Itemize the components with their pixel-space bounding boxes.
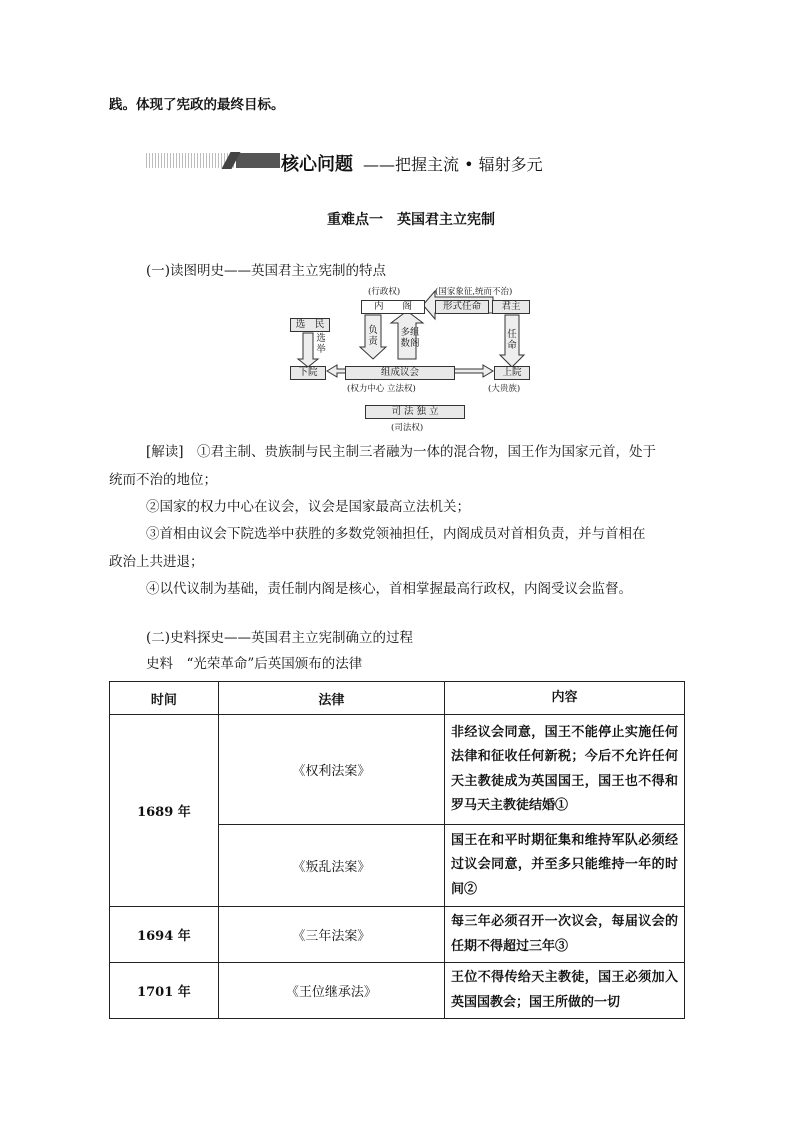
banner-subtitle: ——把握主流 • 辐射多元 [363,155,543,174]
table-header-row [110,682,685,715]
cell-content: 非经议会同意，国王不能停止实施任何法律和征收任何新税；今后不允许任何天主教徒成为英国国王，国王也不得和罗马天主教徒结婚① [444,715,684,825]
appoint-label: 任命 [507,329,517,351]
interpretation-line-6: ④以代议制为基础，责任制内阁是核心，首相掌握最高行政权，内阁受议会监督。 [146,581,632,597]
lower-house-box: 下院 [290,366,326,380]
note-judicial: (司法权) [391,423,424,433]
laws-table [109,681,685,1019]
banner-dark-block [236,153,280,168]
interpretation-line-2: 统而不治的地位； [109,472,217,488]
cell-law: 《叛乱法案》 [218,825,444,907]
majority-cabinet-label: 多组数阁 [400,327,420,349]
formal-appoint-box: 形式任命 [435,300,489,314]
continuation-text: 践。体现了宪政的最终目标。 [109,97,285,113]
header-law: 法律 [218,682,444,715]
table-row [110,907,685,963]
note-executive: (行政权) [368,287,401,297]
upper-house-box: 上院 [494,366,530,380]
cell-content: 国王在和平时期征集和维持军队必须经过议会同意，并至多只能维持一年的时间② [444,825,684,907]
responsible-label: 负责 [368,325,378,347]
table-row [110,963,685,1019]
cell-law: 《三年法案》 [218,907,444,963]
note-symbol: (国家象征,统而不治) [435,287,513,297]
monarch-box: 君主 [492,300,530,314]
cell-time: 1701 年 [110,963,219,1019]
section-title: 重难点一 英国君主立宪制 [327,212,495,228]
banner-title: 核心问题 [281,154,353,175]
interpretation-line-4: ③首相由议会下院选举中获胜的多数党领袖担任，内阁成员对首相负责，并与首相在 [146,526,646,542]
elect-label: 选举 [316,333,326,355]
part2-heading: (二)史料探史——英国君主立宪制确立的过程 [146,630,414,646]
cell-content: 每三年必须召开一次议会，每届议会的任期不得超过三年③ [444,907,684,963]
cell-time: 1689 年 [110,715,219,907]
cell-law: 《权利法案》 [218,715,444,825]
interpretation-line-3: ②国家的权力中心在议会，议会是国家最高立法机关； [146,499,470,515]
parliament-box: 组成议会 [345,366,455,380]
voters-box: 选 民 [290,318,330,332]
source-label: 史料 “光荣革命”后英国颁布的法律 [146,656,363,672]
table-row [110,715,685,825]
header-content: 内容 [444,682,684,715]
cell-content: 王位不得传给天主教徒，国王必须加入英国国教会；国王所做的一切 [444,963,684,1019]
header-time: 时间 [110,682,219,715]
cell-law: 《王位继承法》 [218,963,444,1019]
cabinet-box: 内 阁 [361,300,425,314]
diagram [285,285,535,435]
cell-time: 1694 年 [110,907,219,963]
note-nobles: (大贵族) [488,384,521,394]
judiciary-box: 司 法 独 立 [365,405,465,419]
interpretation-line-5: 政治上共进退； [109,554,204,570]
part1-heading: (一)读图明史——英国君主立宪制的特点 [146,263,387,279]
interpretation-line-1: [解读] ①君主制、贵族制与民主制三者融为一体的混合物，国王作为国家元首，处于 [146,444,657,460]
note-power: (权力中心 立法权) [347,384,416,394]
